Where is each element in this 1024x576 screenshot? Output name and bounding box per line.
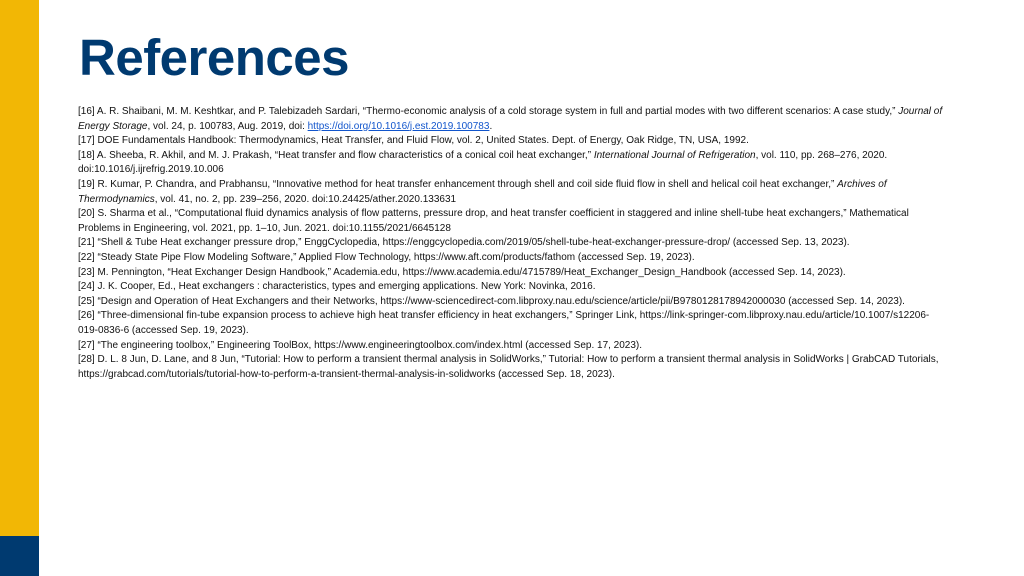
reference-21: [21] “Shell & Tube Heat exchanger pressure drop,” EnggCyclopedia, https://enggcyclopedia.com/2019/05/shell-tube-heat-exchanger-pressure-drop/ (accessed Sep. 13, 2023). (78, 237, 850, 249)
reference-18: [18] A. Sheeba, R. Akhil, and M. J. Prakash, “Heat transfer and flow characteristics of a conical coil heat exchanger,” International Journal of Refrigeration, vol. 110, pp. 268–276, 2020. doi:10.1016/j.ijrefrig.2019.10.006 (78, 149, 888, 176)
gold-side-bar (0, 0, 39, 536)
reference-list (78, 105, 948, 382)
reference-16: [16] A. R. Shaibani, M. M. Keshtkar, and P. Talebizadeh Sardari, “Thermo-economic analysis of a cold storage system in full and partial modes with two different scenarios: A case study,” Journal of Energy Storage, vol. 24, p. 100783, Aug. 2019, doi: https://doi.org/10.1016/j.est.2019.100783. (78, 106, 943, 132)
reference-25: [25] “Design and Operation of Heat Exchangers and their Networks, https://www-sciencedirect-com.libproxy.nau.edu/science/article/pii/B9780128178942000030 (accessed Sep. 14, 2023). (78, 295, 905, 307)
reference-24: [24] J. K. Cooper, Ed., Heat exchangers : characteristics, types and emerging applications. New York: Novinka, 2016. (78, 281, 596, 293)
page-title: References (79, 29, 349, 86)
reference-20: [20] S. Sharma et al., “Computational fluid dynamics analysis of flow patterns, pressure drop, and heat transfer coefficient in staggered and inline shell-tube heat exchangers,” Mathematical Problems in Engineering, vol. 2021, pp. 1–10, Jun. 2021. doi:10.1155/2021/6645128 (78, 208, 909, 234)
navy-side-block (0, 536, 39, 576)
doi-link[interactable]: https://doi.org/10.1016/j.est.2019.100783 (307, 120, 490, 132)
reference-26: [26] “Three-dimensional fin-tube expansion process to achieve high heat transfer efficiency in heat exchangers,” Springer Link, https://link-springer-com.libproxy.nau.edu/article/10.1007/s12206-019-0836-6 (accessed Sep. 19, 2023). (78, 310, 930, 336)
reference-17: [17] DOE Fundamentals Handbook: Thermodynamics, Heat Transfer, and Fluid Flow, vol. 2, United States. Dept. of Energy, Oak Ridge, TN, USA, 1992. (78, 135, 749, 147)
reference-19: [19] R. Kumar, P. Chandra, and Prabhansu, “Innovative method for heat transfer enhancement through shell and coil side fluid flow in shell and helical coil heat exchanger,” Archives of Thermodynamics, vol. 41, no. 2, pp. 239–256, 2020. doi:10.24425/ather.2020.133631 (78, 178, 887, 205)
reference-27: [27] “The engineering toolbox,” Engineering ToolBox, https://www.engineeringtoolbox.com/index.html (accessed Sep. 17, 2023). (78, 339, 643, 351)
reference-22: [22] “Steady State Pipe Flow Modeling Software,” Applied Flow Technology, https://www.aft.com/products/fathom (accessed Sep. 19, 2023). (78, 251, 695, 263)
reference-23: [23] M. Pennington, “Heat Exchanger Design Handbook,” Academia.edu, https://www.academia.edu/4715789/Heat_Exchanger_Design_Handbook (accessed Sep. 14, 2023). (78, 266, 846, 278)
reference-28: [28] D. L. 8 Jun, D. Lane, and 8 Jun, “Tutorial: How to perform a transient thermal analysis in SolidWorks,” Tutorial: How to perform a transient thermal analysis in SolidWorks | GrabCAD Tutorials, https://grabcad.com/tutorials/tutorial-how-to-perform-a-transient-thermal-analysis-in-solidworks (accessed Sep. 18, 2023). (78, 354, 939, 380)
